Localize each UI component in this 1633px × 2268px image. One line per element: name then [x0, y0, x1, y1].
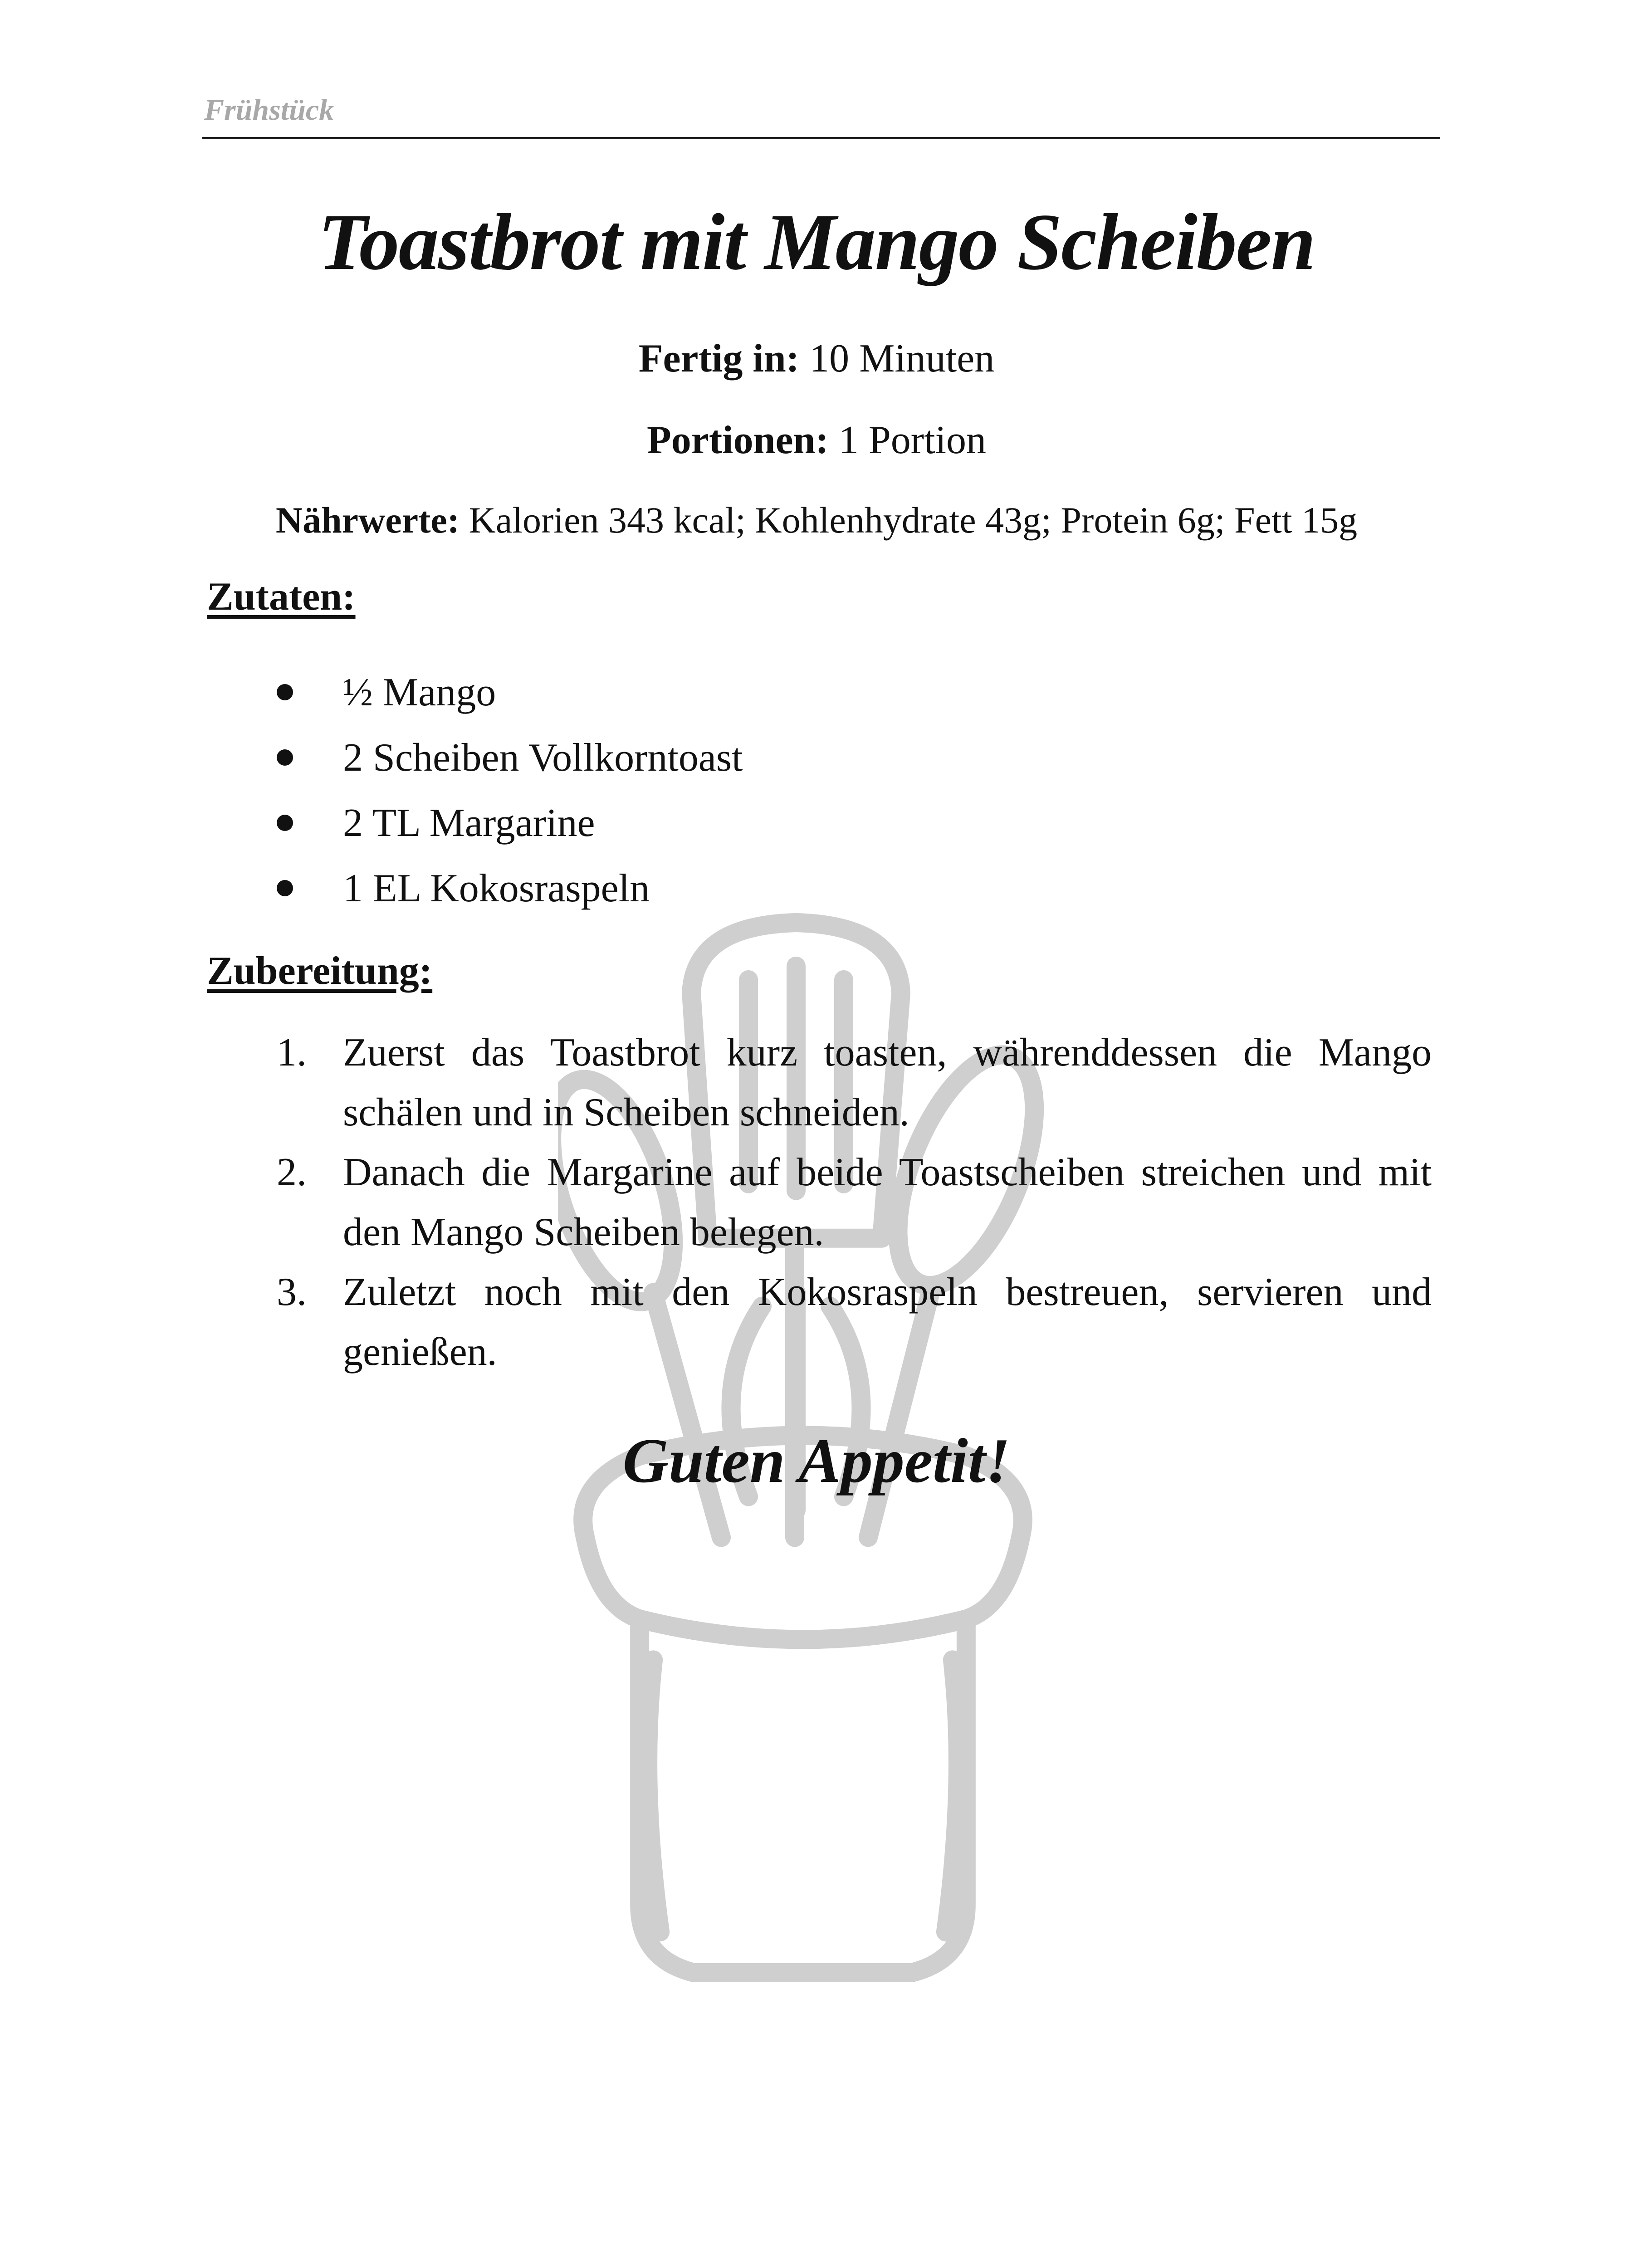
bullet-icon	[277, 684, 293, 700]
step-number: 1.	[277, 1031, 307, 1075]
running-header: Frühstück	[204, 93, 334, 127]
ingredient-item	[207, 725, 743, 791]
bullet-icon	[277, 815, 293, 831]
preparation-steps	[207, 1023, 1432, 1382]
recipe-title: Toastbrot mit Mango Scheiben	[318, 197, 1315, 287]
servings-label: Portionen:	[647, 418, 829, 462]
step-text: Zuerst das Toastbrot kurz toasten, währenddessen die Mango schälen und in Scheiben schneiden.	[343, 1031, 1432, 1134]
nutrition	[0, 499, 1633, 542]
ingredient-text: 1 EL Kokosraspeln	[343, 866, 650, 910]
ingredient-item	[207, 791, 743, 856]
nutrition-label: Nährwerte:	[275, 499, 460, 541]
nutrition-value: Kalorien 343 kcal; Kohlenhydrate 43g; Protein 6g; Fett 15g	[469, 499, 1358, 541]
bullet-icon	[277, 880, 293, 896]
servings-value: 1 Portion	[838, 418, 986, 462]
prep-time-label: Fertig in:	[638, 337, 800, 381]
step-item	[207, 1143, 1432, 1262]
ingredient-text: 2 Scheiben Vollkorntoast	[343, 736, 743, 780]
ingredient-text: 2 TL Margarine	[343, 801, 595, 845]
ingredient-item	[207, 660, 743, 725]
closing-greeting: Guten Appetit!	[622, 1426, 1011, 1496]
header-rule	[202, 137, 1440, 139]
prep-time-value: 10 Minuten	[809, 337, 995, 381]
ingredient-list	[207, 660, 743, 921]
step-number: 3.	[277, 1270, 307, 1314]
bullet-icon	[277, 749, 293, 766]
servings	[0, 417, 1633, 463]
ingredients-heading: Zutaten:	[207, 575, 356, 619]
preparation-heading: Zubereitung:	[207, 949, 433, 993]
ingredient-text: ½ Mango	[343, 670, 496, 714]
step-item	[207, 1262, 1432, 1382]
step-item	[207, 1023, 1432, 1143]
ingredient-item	[207, 856, 743, 921]
step-text: Zuletzt noch mit den Kokosraspeln bestreuen, servieren und genießen.	[343, 1270, 1432, 1374]
prep-time	[0, 336, 1633, 381]
step-number: 2.	[277, 1150, 307, 1194]
step-text: Danach die Margarine auf beide Toastscheiben streichen und mit den Mango Scheiben belegen.	[343, 1150, 1432, 1254]
